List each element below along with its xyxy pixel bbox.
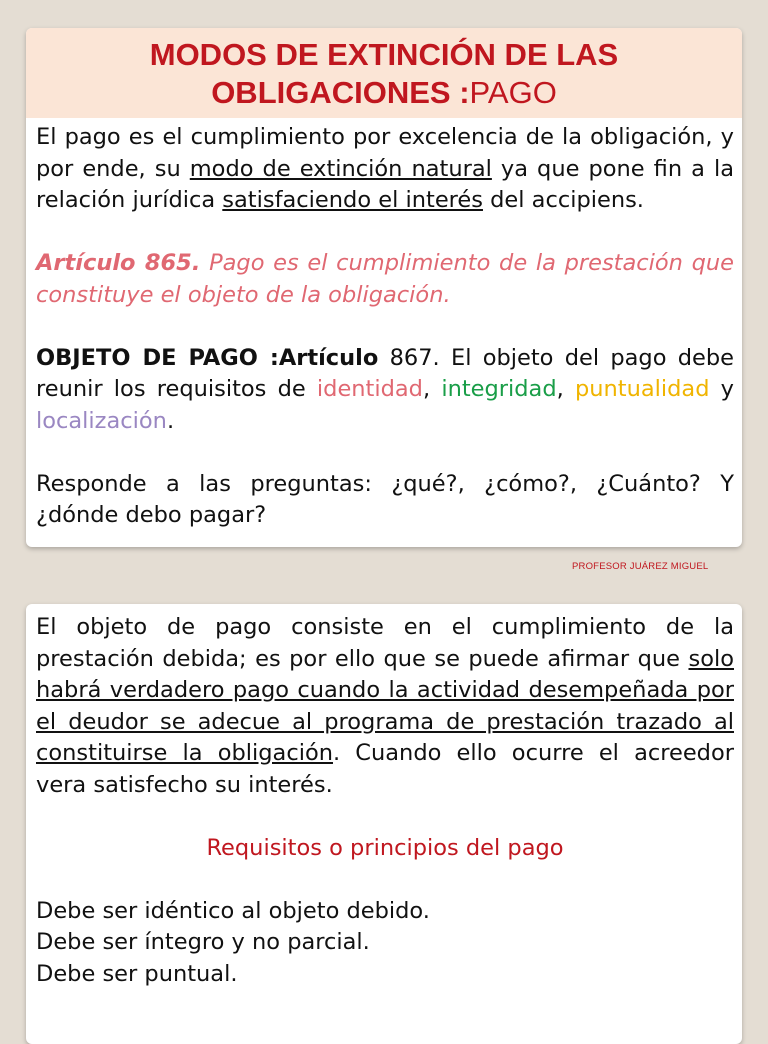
article-number: Artículo 865. bbox=[36, 250, 201, 276]
title-bold: OBLIGACIONES : bbox=[211, 75, 470, 110]
definition-paragraph bbox=[36, 122, 734, 217]
slide-title-line-2 bbox=[26, 74, 742, 112]
list-item: Debe ser idéntico al objeto debido. bbox=[36, 897, 430, 924]
requisitos-heading: Requisitos o principios del pago bbox=[206, 834, 564, 861]
list-item: Debe ser puntual. bbox=[36, 960, 238, 987]
article-865-paragraph bbox=[36, 248, 734, 311]
underlined-phrase: satisfaciendo el interés bbox=[222, 187, 483, 213]
author-footer: PROFESOR JUÁREZ MIGUEL bbox=[572, 561, 709, 572]
period: . bbox=[166, 407, 175, 434]
text-run: El pago es el cumplimiento por excelencia de la obligación, y por ende, su bbox=[36, 124, 734, 182]
text-run: El objeto de pago consiste en el cumplimiento de la prestación debida; es por ello que se puede afirmar que bbox=[36, 614, 734, 672]
slide-2 bbox=[26, 604, 742, 1044]
text-run: del accipiens. bbox=[482, 187, 644, 213]
text-run: ya que pone fin a la relación jurídica bbox=[36, 155, 734, 213]
separator: , bbox=[556, 376, 575, 402]
underlined-phrase: modo de extinción natural bbox=[189, 155, 492, 182]
slide-2-body bbox=[26, 604, 742, 990]
separator: , bbox=[422, 376, 442, 402]
slide-title-line-1: MODOS DE EXTINCIÓN DE LAS bbox=[149, 37, 619, 72]
questions-paragraph: Responde a las preguntas: ¿qué?, ¿cómo?, ¿Cuánto? Y ¿dónde debo pagar? bbox=[36, 470, 734, 528]
requisito-identidad: identidad bbox=[316, 376, 423, 402]
slide-1-body bbox=[26, 118, 742, 532]
requisito-puntualidad: puntualidad bbox=[574, 376, 710, 402]
objeto-heading: OBJETO DE PAGO :Artículo bbox=[36, 344, 379, 371]
text-run: . Cuando ello ocurre el acreedor vera satisfecho su interés. bbox=[36, 740, 734, 798]
requisito-localizacion: localización bbox=[36, 407, 167, 434]
slide-title-band bbox=[26, 28, 742, 118]
article-text: Pago es el cumplimiento de la prestación que constituye el objeto de la obligación. bbox=[36, 250, 734, 308]
objeto-de-pago-paragraph bbox=[36, 343, 734, 438]
text-run: 867. El objeto del pago debe reunir los requisitos de bbox=[36, 344, 735, 402]
underlined-phrase: solo habrá verdadero pago cuando la actividad desempeñada por el deudor se adecue al programa de prestación trazado al constituirse la obligación bbox=[36, 645, 734, 766]
slide-1 bbox=[26, 28, 742, 547]
list-item: Debe ser íntegro y no parcial. bbox=[36, 929, 370, 955]
objeto-explanation-paragraph bbox=[36, 612, 734, 801]
requisito-integridad: integridad bbox=[441, 376, 557, 402]
separator: y bbox=[709, 376, 734, 402]
title-light: PAGO bbox=[469, 75, 557, 110]
